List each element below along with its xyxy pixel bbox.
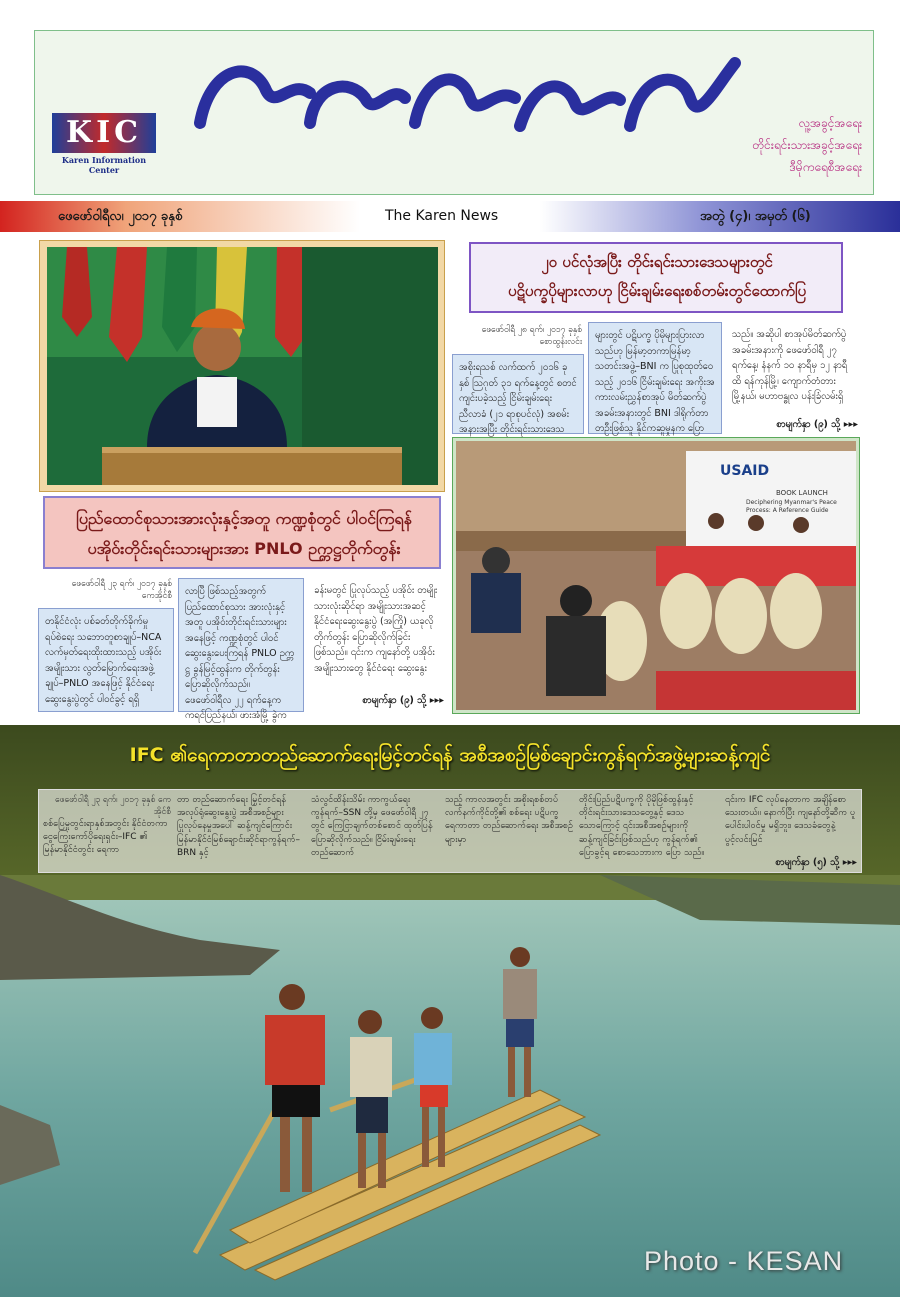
photo-credit: Photo - KESAN [644, 1246, 844, 1276]
story2-dateline-box [474, 322, 584, 352]
usaid-banner-text: Deciphering Myanmar's Peace Process: A Reference Guide [746, 499, 837, 514]
story1-column-3: ခန်းမတွင် ပြုလုပ်သည့် ပအိုဝ်း တမျိုးသားလုံးဆိုင်ရာ အမျိုးသားအဆင့် နိုင်ငံရေးဆွေးနွေးပွဲ (အကြို) ယခုလို တိုက်တွန်း ပြောဆိုလိုက်ခြင်း ဖြစ်သည်။ ၎င်းက ကျနော်တို့ ပအိုဝ်းအမျိုးသားတွေ နိုင်ငံရေး ဆွေးနွေး [308, 578, 446, 692]
story2-book-launch-photo [456, 441, 856, 710]
story1-headline-line2: ပအိုဝ်းတိုင်းရင်းသားများအား PNLO ဉက္ကဋ္ဌတိုက်တွန်း [87, 539, 401, 558]
ifc-column-3: သံလွင်ထိန်းသိမ်း ကာကွယ်ရေးကွန်ရက်–SSN တို့မှ ဖေဖော်ဝါရီ ၂၇ တွင် ကြေငြာချက်တစ်စောင် ထုတ်ပြန် ပြောဆိုလိုက်သည်။ ငြိမ်းချမ်းရေး တည်ဆောက် [311, 795, 433, 858]
story1-column-1: တနိုင်ငံလုံး ပစ်ခတ်တိုက်ခိုက်မှု ရပ်စဲရေး သဘောတူစာချုပ်–NCA လက်မှတ်ရေးထိုးထားသည့် ပအိုဝ်းအမျိုးသား လွတ်မြောက်ရေးအဖွဲ့ချုပ်–PNLO အနေဖြင့် နိုင်ငံရေး ဆွေးနွေးပွဲတွင် ပါဝင်ခွင့် ရရှိ [38, 608, 174, 712]
paper-name: The Karen News [385, 208, 499, 224]
ifc-column-1 [43, 794, 171, 872]
usaid-banner-title: USAID [720, 463, 770, 479]
issue-number: အတွဲ (၄)၊ အမှတ် (၆) [700, 209, 811, 224]
story2-photo-frame [452, 437, 860, 714]
ifc-column-4: သည့် ကာလအတွင်း အစိုးရစစ်တပ် လက်နက်ကိုင်တို့၏ စစ်ရေး ပဋိပက္ခ ရေကာတာ တည်ဆောက်ရေး အစီအစဉ်များမှာ [445, 795, 573, 845]
story1-dateline: ဖေဖော်ဝါရီ ၂၃ ရက်၊ ၂၀၁၇ ခုနှစ် ကေအိုင်စီ [71, 579, 172, 601]
kic-logo [52, 113, 156, 175]
story1-photo-frame [39, 240, 445, 492]
story2-column-2: များတွင် ပဋိပက္ခ ပိုမိုများပြားလာသည်ဟု မြန်မာ့တကာမြန်မာ့သတင်းအဖွဲ့–BNI က ပြုစုထုတ်ဝေသည့် ၂၀၁၆ ငြိမ်းချမ်းရေး အကိုးအကားလမ်းညွှန်စာအုပ် မိတ်ဆက်ပွဲ အခမ်းအနားတွင် BNI ဒါရိုက်တာ တဦးဖြစ်သူ နိုင်ကဆူမှုနက ပြော [588, 322, 722, 434]
story1-headline-line1: ပြည်ထောင်စုသားအားလုံးနှင့်အတူ ကဏ္ဍစုံတွင် ပါဝင်ကြရန် [76, 509, 412, 528]
usaid-banner-subtitle: BOOK LAUNCH [776, 489, 828, 497]
ifc-continued-link[interactable]: စာမျက်နှာ (၅) သို့ ▸▸▸ [775, 857, 857, 868]
ifc-dateline: ဖေဖော်ဝါရီ ၂၃ ရက်၊ ၂၀၁၇ ခုနှစ် ကေအိုင်စီ [55, 795, 171, 817]
story2-column-3: သည်။ အဆိုပါ စာအုပ်မိတ်ဆက်ပွဲ အခမ်းအနားကို ဖေဖော်ဝါရီ ၂၇ ရက်နေ့၊ နံနက် ၁၀ နာရီမှ ၁၂ နာရီထိ ရန်ကုန်မြို့၊ ကျောက်တံတားမြို့နယ်၊ မဟာဗန္ဓုလ ပန်းခြံလမ်းရှိ [726, 322, 860, 414]
kic-logo-caption: Karen Information Center [61, 155, 147, 175]
ifc-column-1-text: စစ်ပြေမှုတွင်းရာနှစ်အတွင်း နိုင်ငံတကာ ငွေကြေးကော်ပိုရေးရှင်း–IFC ၏ မြန်မာနိုင်ငံတွင်း ရေကာ [43, 819, 168, 856]
ifc-column-2: တာ တည်ဆောက်ရေး မြှင့်တင်ရန် အလုပ်ရုံဆွေးနွေးပွဲ အစီအစဉ်များ ပြုလုပ်နေမှုအပေါ် ဆန့်ကျင်ကြောင်း မြန်မာနိုင်ငံမြစ်ချောင်းဆိုင်ရာကွန်ရက်–BRN နှင့် [177, 795, 301, 858]
story2-headline-line2: ပဋိပက္ခပိုများလာဟု ငြိမ်းချမ်းရေးစစ်တမ်းတွင်ထောက်ပြ [507, 282, 807, 300]
issue-date: ဖေဖော်ဝါရီလ၊ ၂၀၁၇ ခုနှစ် [58, 209, 183, 224]
tagline-democracy: ဒီမိုကရေစီအရေး [789, 160, 862, 174]
story2-headline-line1: ၂၀ ပင်လုံအပြီး တိုင်းရင်းသားဒေသများတွင် [541, 253, 773, 271]
ifc-text-box [38, 789, 862, 873]
tagline-ethnic-rights: တိုင်းရင်းသားအခွင့်အရေး [752, 138, 862, 152]
tagline-human-rights: လူ့အခွင့်အရေး [798, 116, 862, 130]
kic-logo-letters: KIC [52, 113, 156, 153]
ifc-headline: IFC ၏ရေကာတာတည်ဆောက်ရေးမြင့်တင်ရန် အစီအစဉ်မြစ်ချောင်းကွန်ရက်အဖွဲ့များဆန့်ကျင် [129, 744, 771, 766]
story1-column-2: လာပြီ ဖြစ်သည့်အတွက် ပြည်ထောင်စုသား အားလုံးနှင့်အတူ ပအိုဝ်းတိုင်းရင်းသားများ အနေဖြင့် ကဏ္ဍစုံတွင် ပါဝင်ဆွေးနွေးပေးကြရန် PNLO ဉက္ကဋ္ဌ ခွန်မြင့်ထွန်းက တိုက်တွန်း ပြောဆိုလိုက်သည်။ ဖေဖော်ဝါရီလ ၂၂ ရက်နေ့က ကရင်ပြည်နယ်၊ ဖားအံမြို့ ခွဲက [178, 578, 304, 712]
story1-dateline-box [64, 576, 174, 606]
ifc-column-6: ၎င်းက IFC လုပ်နေတာက အချိန်စောသေးတယ်။ နောက်ပြီး ကျနော်တို့ဆီက ပူပေါင်းပါဝင်မှု မရှိဘူး၊ ဒေသခံတွေနဲ့ ပွင့်လင်းမြင် [725, 795, 856, 845]
story2-headline-box [469, 242, 843, 313]
story2-dateline: ဖေဖော်ဝါရီ ၂၈ ရက်၊ ၂၀၁၇ ခုနှစ် စောထွန်းလင်း [481, 325, 582, 347]
story1-headline-box [43, 496, 441, 569]
paper-title-artwork [190, 38, 750, 148]
story2-column-1: အစိုးရသစ် လက်ထက် ၂၀၁၆ ခုနှစ် သြဂုတ် ၃၁ ရက်နေ့တွင် စတင်ကျင်းပခဲ့သည့် ငြိမ်းချမ်းရေးညီလာခံ (၂၁ ရာစုပင်လုံ) အစမ်းအနားအပြီး တိုင်းရင်းသားဒေသ [452, 354, 584, 434]
ifc-column-5: တိုင်းပြည်ပဋိပက္ခကို ပိုမိုဖြစ်ထွန်းနှင့် တိုင်းရင်းသားဒေသတွေ့နှင့် ဒေသသောကြောင့် ၎င်းအစီအစဉ်များကို ဆန့်ကျင်ခြင်းဖြစ်သည်ဟု ကွန်ရက်၏ ပြောခွင့်ရ စောသေဘားက ပြော သည်။ [579, 795, 705, 858]
story1-speaker-photo [47, 247, 438, 485]
story1-continued-link[interactable]: စာမျက်နှာ (၉) သို့ ▸▸▸ [362, 695, 444, 706]
story2-continued-link[interactable]: စာမျက်နှာ (၉) သို့ ▸▸▸ [776, 419, 858, 430]
